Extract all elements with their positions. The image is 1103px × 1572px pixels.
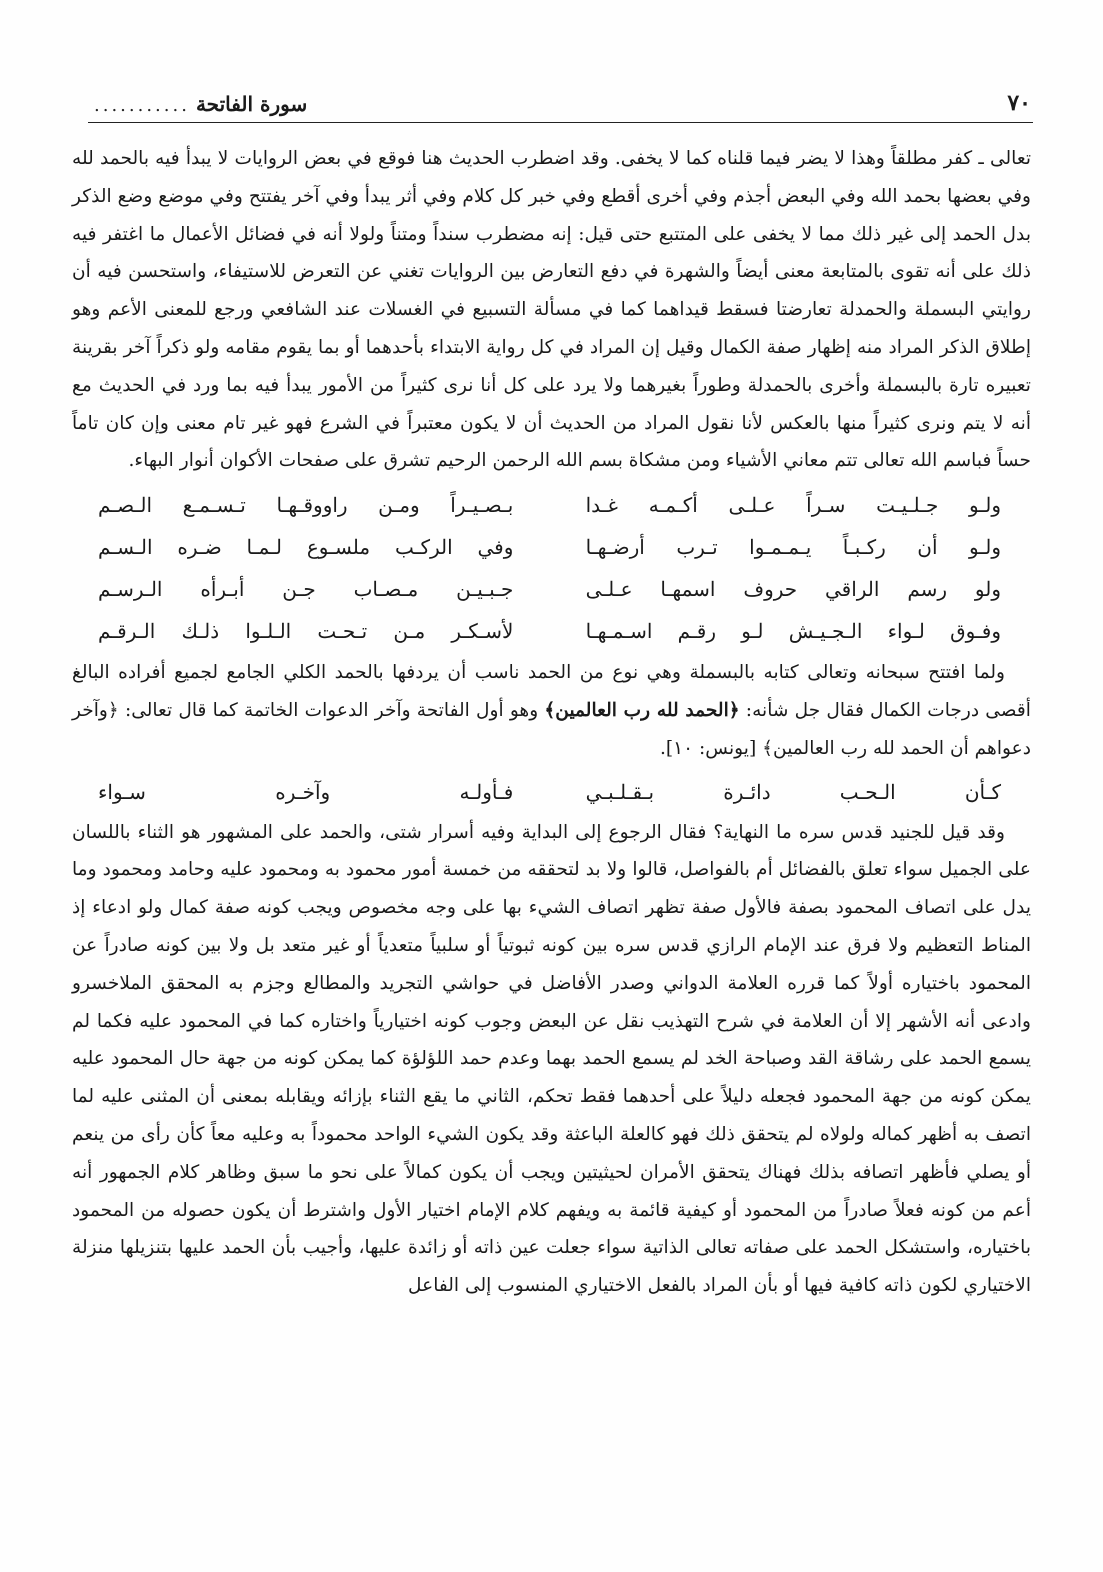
verse-hemistich-first: ولـو أن ركـبـاً يـمـمـوا تـرب أرضـهـا — [585, 535, 1001, 560]
poem-block — [72, 484, 1031, 652]
paragraph-text: ولما افتتح سبحانه وتعالى كتابه بالبسملة وهي نوع من الحمد ناسب أن يردفها بالحمد الكلي الجامع لجميع أفراده البالغ أقصى درجات الكمال فقال جل شأنه: — [72, 662, 1031, 721]
paragraph — [72, 654, 1031, 767]
verse-hemistich-first: ولـو جـلـيـت سـراً عـلـى أكـمـه غـدا — [585, 493, 1001, 518]
paragraph: وقد قيل للجنيد قدس سره ما النهاية؟ فقال الرجوع إلى البداية وفيه أسرار شتى، والحمد على المشهور هو الثناء باللسان على الجميل سواء تعلق بالفضائل أم بالفواصل، قالوا ولا بد لتحققه من خمسة أمور محمود به ومحمود عليه وحامد ومحمود وما يدل على اتصاف المحمود بصفة فالأول صفة تظهر اتصاف الشيء بها على وجه مخصوص ويجب كونه صفة كمال ولو ادعاء إذ المناط التعظيم ولا فرق عند الإمام الرازي قدس سره بين كونه ثبوتياً أو سلبياً متعدياً أو غير متعد بل ولا بين كونه صادراً عن المحمود باختياره أولاً كما قرره العلامة الدواني وصدر الأفاضل في حواشي التجريد والمطالع وجزم به المحقق الملاخسرو وادعى أنه الأشهر إلا أن العلامة في شرح التهذيب نقل عن البعض وجوب كونه اختيارياً واختاره كما في المحمود عليه فكما لم يسمع الحمد على رشاقة القد وصباحة الخد لم يسمع الحمد بهما وعدم حمد اللؤلؤة كما يمكن كونه من جهة حال المحمود عليه يمكن كونه من جهة المحمود فجعله دليلاً على أحدهما فقط تحكم، الثاني ما يقع الثناء بإزائه ويقابله بمعنى أن المثنى عليه لما اتصف به أظهر كماله ولولاه لم يتحقق ذلك فهو كالعلة الباعثة وقد يكون الشيء الواحد محموداً به وعليه معاً كأن رأى من ينعم أو يصلي فأظهر اتصافه بذلك فهناك يتحقق الأمران لحيثيتين ويجب أن يكون كمالاً على نحو ما سبق وظاهر كلام الجمهور أنه أعم من كونه فعلاً صادراً من المحمود أو كيفية قائمة به ويفهم كلام الإمام اختيار الأول واشترط أن يكون حصوله من المحمود باختياره، واستشكل الحمد على صفاته تعالى الذاتية سواء جعلت عين ذاته أو زائدة عليها، وأجيب بأن الحمد عليها بتنزيلها منزلة الاختياري لكون ذاته كافية فيها أو بأن المراد بالفعل الاختياري المنسوب إلى الفاعل — [72, 821, 1031, 1297]
verse-line — [72, 484, 1031, 526]
paragraph: تعالى ـ كفر مطلقاً وهذا لا يضر فيما قلناه كما لا يخفى. وقد اضطرب الحديث هنا فوقع في بعض الروايات لا يبدأ فيه بالحمد لله وفي بعضها بحمد الله وفي البعض أجذم وفي أخرى أقطع وفي خبر كل كلام وفي أثر يبدأ وفي آخر يفتتح وفي موضع وضع الذكر بدل الحمد إلى غير ذلك مما لا يخفى على المتتبع حتى قيل: إنه مضطرب سنداً ومتناً ولولا أنه في فضائل الأعمال ما اغتفر فيه ذلك على أنه تقوى بالمتابعة معنى أيضاً والشهرة في دفع التعارض بين الروايات تغني عن التعرض للاستيفاء، واستحسن فيه أن روايتي البسملة والحمدلة تعارضتا فسقط قيداهما كما في مسألة التسبيع في الغسلات عند الشافعي ورجع للمعنى الأعم وهو إطلاق الذكر المراد منه إظهار صفة الكمال وقيل إن المراد في كل رواية الابتداء بأحدهما أو بما يقوم مقامه ولو ذكراً آخر بقرينة تعبيره تارة بالبسملة وأخرى بالحمدلة وطوراً بغيرهما ولا يرد على كل أنا نرى كثيراً من الأمور يبدأ فيه بما ورد في الحديث مع أنه لا يتم ونرى كثيراً منها بالعكس لأنا نقول المراد من الحديث أن لا يكون معتبراً في الشرع فهو غير تام معنى وإن كان تاماً حساً فباسم الله تعالى تتم معاني الأشياء ومن مشكاة بسم الله الرحمن الرحيم تشرق على صفحات الأكوان أنوار البهاء. — [72, 148, 1031, 472]
page-number: ٧٠ — [1007, 90, 1031, 116]
verse-hemistich-second: بـصـيـراً ومـن راووقـهـا تـسـمـع الـصـم — [98, 493, 514, 518]
page-body — [72, 140, 1031, 1305]
quran-quote: ﴿وآخر دعواهم أن الحمد لله رب العالمين﴾ — [72, 699, 1031, 759]
poem-block — [72, 772, 1031, 812]
verse-hemistich-first: ولو رسم الراقي حروف اسمهـا عـلـى — [585, 577, 1001, 602]
verse-hemistich-first: وفـوق لـواء الـجـيـش لـو رقـم اسـمـهـا — [585, 619, 1001, 644]
verse-hemistich-second: فـأولـه وآخـره سـواء — [98, 779, 514, 804]
running-head-title: سورة الفاتحة — [195, 92, 308, 116]
verse-hemistich-second: لأسـكـر مـن تـحـت الـلـوا ذلـك الـرقـم — [98, 619, 514, 644]
verse-line — [72, 568, 1031, 610]
leader-dots: ........... — [94, 95, 190, 116]
paragraph-text: وهو أول الفاتحة وآخر الدعوات الخاتمة كما قال تعالى: — [118, 699, 545, 721]
verse-hemistich-second: جـبـيـن مـصـاب جـن أبـرأه الـرسـم — [98, 577, 514, 602]
verse-hemistich-first: كـأن الـحـب دائـرة بـقـلـبـي — [585, 779, 1001, 804]
verse-line — [72, 610, 1031, 652]
running-head — [88, 92, 307, 122]
citation: [يونس: ١٠]. — [659, 737, 763, 759]
quran-quote: ﴿الحمد لله رب العالمين﴾ — [544, 699, 740, 721]
verse-line — [72, 772, 1031, 812]
page-header — [88, 82, 1033, 123]
verse-line — [72, 526, 1031, 568]
verse-hemistich-second: وفي الركـب ملسـوع لـمـا ضـره الـسـم — [98, 535, 514, 560]
